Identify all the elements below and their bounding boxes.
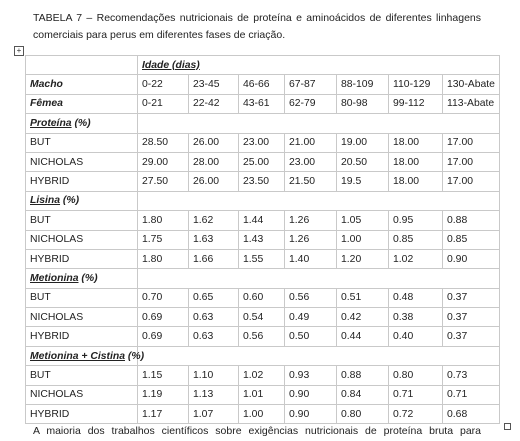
table-row [26,385,500,404]
value-cell: 19.00 [337,133,389,152]
value-cell: 0.51 [337,288,389,307]
value-cell: 28.50 [138,133,189,152]
value-cell: 0.42 [337,308,389,327]
macho-age-cell: 46-66 [239,75,285,94]
macho-age-cell: 67-87 [285,75,337,94]
value-cell: 0.88 [443,211,500,230]
femea-label: Fêmea [26,94,138,113]
table-row [26,288,500,307]
value-cell: 0.80 [389,366,443,385]
value-cell: 19.5 [337,172,389,191]
table-row [26,249,500,268]
value-cell: 0.49 [285,308,337,327]
macho-label: Macho [26,75,138,94]
lineage-cell: NICHOLAS [26,152,138,171]
femea-age-row [26,94,500,113]
section-header-row [26,114,500,133]
value-cell: 1.80 [138,249,189,268]
value-cell: 0.65 [189,288,239,307]
value-cell: 1.07 [189,405,239,424]
value-cell: 0.90 [443,249,500,268]
section-title: Metionina (%) [26,269,138,288]
value-cell: 1.01 [239,385,285,404]
table-move-handle-icon[interactable]: + [14,46,24,56]
lineage-cell: NICHOLAS [26,230,138,249]
value-cell: 0.37 [443,327,500,346]
lineage-cell: NICHOLAS [26,385,138,404]
value-cell: 0.37 [443,308,500,327]
value-cell: 18.00 [389,133,443,152]
value-cell: 0.90 [285,385,337,404]
value-cell: 0.48 [389,288,443,307]
value-cell: 27.50 [138,172,189,191]
value-cell: 1.40 [285,249,337,268]
lineage-cell: BUT [26,288,138,307]
table-row [26,308,500,327]
macho-age-cell: 130-Abate [443,75,500,94]
value-cell: 23.50 [239,172,285,191]
lineage-cell: BUT [26,133,138,152]
lineage-cell: BUT [26,366,138,385]
value-cell: 20.50 [337,152,389,171]
value-cell: 0.63 [189,327,239,346]
value-cell: 1.66 [189,249,239,268]
femea-age-cell: 80-98 [337,94,389,113]
value-cell: 26.00 [189,133,239,152]
value-cell: 26.00 [189,172,239,191]
macho-age-cell: 0-22 [138,75,189,94]
value-cell: 29.00 [138,152,189,171]
value-cell: 0.54 [239,308,285,327]
lineage-cell: HYBRID [26,249,138,268]
value-cell: 28.00 [189,152,239,171]
value-cell: 0.71 [389,385,443,404]
age-header: Idade (dias) [138,56,500,75]
value-cell: 1.19 [138,385,189,404]
value-cell: 1.13 [189,385,239,404]
empty-cell [26,56,138,75]
section-header-row [26,191,500,210]
value-cell: 23.00 [239,133,285,152]
value-cell: 1.63 [189,230,239,249]
table-row [26,172,500,191]
value-cell: 1.02 [389,249,443,268]
value-cell: 0.90 [285,405,337,424]
value-cell: 0.85 [443,230,500,249]
value-cell: 0.95 [389,211,443,230]
value-cell: 17.00 [443,172,500,191]
table-caption: TABELA 7 – Recomendações nutricionais de proteína e aminoácidos de diferentes linhagens comerciais para perus em diferentes fases de criação. [33,12,481,41]
empty-cell [138,346,500,365]
value-cell: 1.00 [239,405,285,424]
femea-age-cell: 43-61 [239,94,285,113]
value-cell: 0.93 [285,366,337,385]
value-cell: 0.60 [239,288,285,307]
lineage-cell: HYBRID [26,405,138,424]
empty-cell [138,114,500,133]
value-cell: 0.37 [443,288,500,307]
table-row [26,152,500,171]
femea-age-cell: 99-112 [389,94,443,113]
value-cell: 0.73 [443,366,500,385]
value-cell: 18.00 [389,152,443,171]
macho-age-cell: 23-45 [189,75,239,94]
value-cell: 1.15 [138,366,189,385]
value-cell: 1.62 [189,211,239,230]
value-cell: 1.00 [337,230,389,249]
value-cell: 1.10 [189,366,239,385]
section-header-row [26,346,500,365]
value-cell: 1.43 [239,230,285,249]
table-row [26,327,500,346]
value-cell: 18.00 [389,172,443,191]
nutrition-table [25,55,500,424]
value-cell: 1.26 [285,230,337,249]
femea-age-cell: 62-79 [285,94,337,113]
macho-age-cell: 110-129 [389,75,443,94]
value-cell: 25.00 [239,152,285,171]
value-cell: 0.50 [285,327,337,346]
lineage-cell: HYBRID [26,327,138,346]
table-row [26,230,500,249]
value-cell: 21.00 [285,133,337,152]
age-header-row [26,56,500,75]
value-cell: 0.85 [389,230,443,249]
value-cell: 17.00 [443,133,500,152]
value-cell: 0.63 [189,308,239,327]
section-title: Lisina (%) [26,191,138,210]
value-cell: 1.44 [239,211,285,230]
value-cell: 1.55 [239,249,285,268]
femea-age-cell: 0-21 [138,94,189,113]
value-cell: 0.80 [337,405,389,424]
value-cell: 17.00 [443,152,500,171]
value-cell: 1.75 [138,230,189,249]
value-cell: 1.17 [138,405,189,424]
value-cell: 0.71 [443,385,500,404]
value-cell: 0.84 [337,385,389,404]
value-cell: 0.56 [285,288,337,307]
lineage-cell: HYBRID [26,172,138,191]
body-paragraph: A maioria dos trabalhos científicos sobre exigências nutricionais de proteína bruta para [33,425,481,437]
femea-age-cell: 22-42 [189,94,239,113]
value-cell: 0.88 [337,366,389,385]
macho-age-cell: 88-109 [337,75,389,94]
value-cell: 0.70 [138,288,189,307]
macho-age-row [26,75,500,94]
femea-age-cell: 113-Abate [443,94,500,113]
value-cell: 0.72 [389,405,443,424]
table-row [26,211,500,230]
lineage-cell: NICHOLAS [26,308,138,327]
value-cell: 0.38 [389,308,443,327]
value-cell: 0.40 [389,327,443,346]
value-cell: 1.05 [337,211,389,230]
value-cell: 1.02 [239,366,285,385]
table-resize-handle-icon[interactable] [504,423,511,430]
value-cell: 1.26 [285,211,337,230]
table-row [26,133,500,152]
value-cell: 0.44 [337,327,389,346]
empty-cell [138,191,500,210]
value-cell: 0.68 [443,405,500,424]
value-cell: 1.20 [337,249,389,268]
section-title: Proteína (%) [26,114,138,133]
value-cell: 0.69 [138,308,189,327]
value-cell: 21.50 [285,172,337,191]
section-header-row [26,269,500,288]
value-cell: 0.69 [138,327,189,346]
value-cell: 0.56 [239,327,285,346]
table-row [26,405,500,424]
value-cell: 1.80 [138,211,189,230]
section-title: Metionina + Cistina (%) [26,346,138,365]
lineage-cell: BUT [26,211,138,230]
table-row [26,366,500,385]
value-cell: 23.00 [285,152,337,171]
empty-cell [138,269,500,288]
